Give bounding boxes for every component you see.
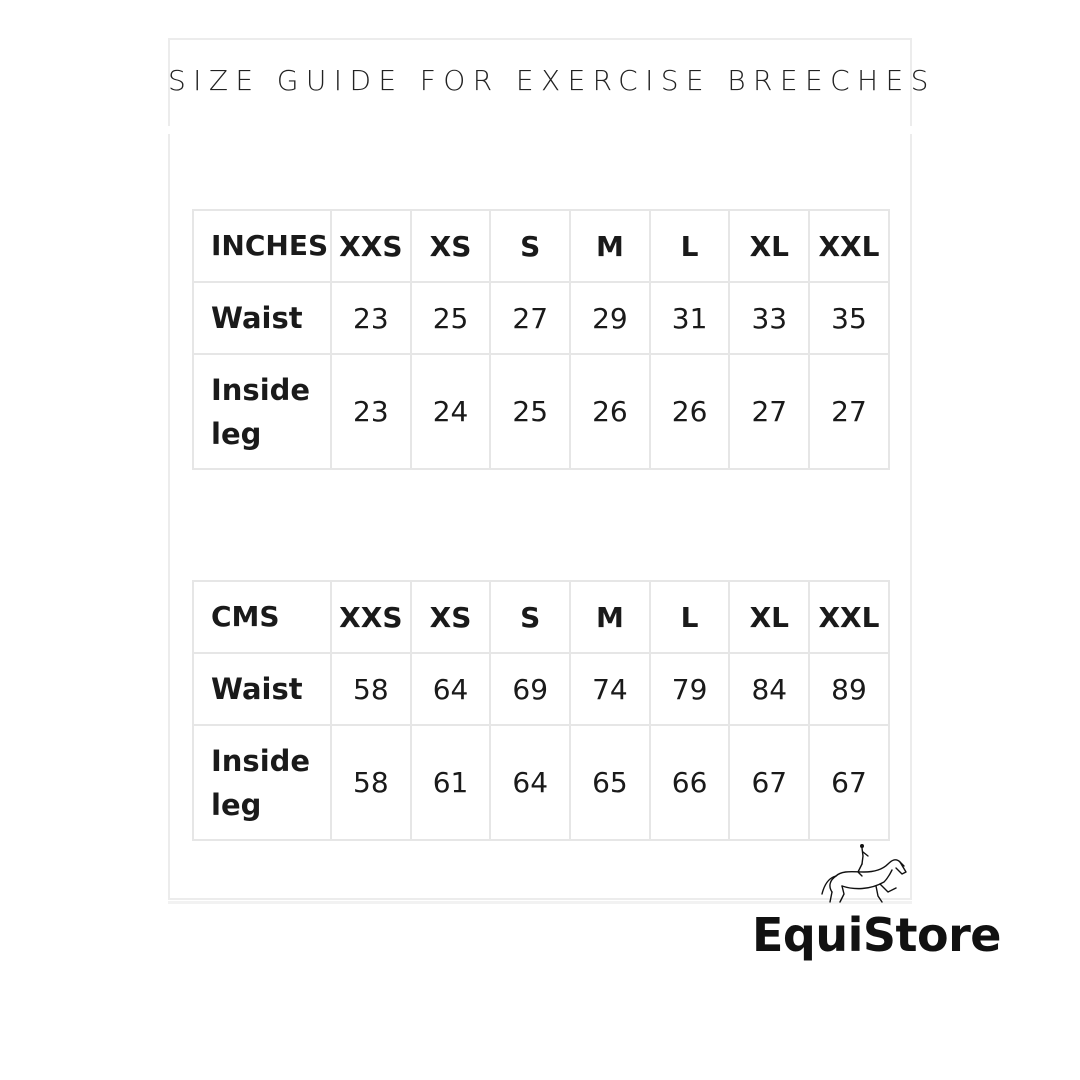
- table-cell: 35: [809, 282, 889, 354]
- table-cell: 58: [331, 725, 411, 840]
- size-header: L: [650, 210, 730, 282]
- row-label: Inside leg: [193, 354, 331, 469]
- table-cell: 67: [729, 725, 809, 840]
- table-cell: 84: [729, 653, 809, 725]
- size-header: XL: [729, 581, 809, 653]
- table-cell: 27: [809, 354, 889, 469]
- frame-bottom-edge: [168, 901, 912, 904]
- page-title: SIZE GUIDE FOR EXERCISE BREECHES: [168, 64, 936, 97]
- table-cell: 25: [411, 282, 491, 354]
- table-row: [193, 282, 889, 354]
- table-cell: 27: [490, 282, 570, 354]
- table-row: [193, 653, 889, 725]
- table-cell: 58: [331, 653, 411, 725]
- brand-logo-text: EquiStore: [752, 908, 1001, 962]
- row-label: Inside leg: [193, 725, 331, 840]
- table-cell: 25: [490, 354, 570, 469]
- unit-label: CMS: [193, 581, 331, 653]
- size-header: XXS: [331, 210, 411, 282]
- table-cell: 67: [809, 725, 889, 840]
- size-header: L: [650, 581, 730, 653]
- size-table-inches: [192, 209, 890, 470]
- table-cell: 27: [729, 354, 809, 469]
- size-header: M: [570, 210, 650, 282]
- table-cell: 31: [650, 282, 730, 354]
- size-table-cms: [192, 580, 890, 841]
- table-cell: 74: [570, 653, 650, 725]
- size-header: XXS: [331, 581, 411, 653]
- table-cell: 29: [570, 282, 650, 354]
- table-cell: 61: [411, 725, 491, 840]
- unit-label: INCHES: [193, 210, 331, 282]
- table-cell: 26: [570, 354, 650, 469]
- table-cell: 69: [490, 653, 570, 725]
- size-header: XXL: [809, 210, 889, 282]
- size-header: M: [570, 581, 650, 653]
- size-header: XS: [411, 581, 491, 653]
- table-cell: 24: [411, 354, 491, 469]
- table-cell: 33: [729, 282, 809, 354]
- dressage-horse-rider-icon: [818, 842, 910, 906]
- size-header: S: [490, 210, 570, 282]
- size-header: XXL: [809, 581, 889, 653]
- table-cell: 89: [809, 653, 889, 725]
- table-cell: 65: [570, 725, 650, 840]
- size-header: S: [490, 581, 570, 653]
- row-label: Waist: [193, 653, 331, 725]
- table-row: [193, 354, 889, 469]
- table-cell: 66: [650, 725, 730, 840]
- table-row: [193, 725, 889, 840]
- table-cell: 23: [331, 354, 411, 469]
- frame-notch-right: [906, 126, 912, 134]
- row-label: Waist: [193, 282, 331, 354]
- frame-notch-left: [168, 126, 174, 134]
- table-cell: 23: [331, 282, 411, 354]
- size-header: XL: [729, 210, 809, 282]
- table-cell: 64: [490, 725, 570, 840]
- size-header: XS: [411, 210, 491, 282]
- table-header-row: [193, 581, 889, 653]
- table-cell: 79: [650, 653, 730, 725]
- table-cell: 64: [411, 653, 491, 725]
- table-header-row: [193, 210, 889, 282]
- table-cell: 26: [650, 354, 730, 469]
